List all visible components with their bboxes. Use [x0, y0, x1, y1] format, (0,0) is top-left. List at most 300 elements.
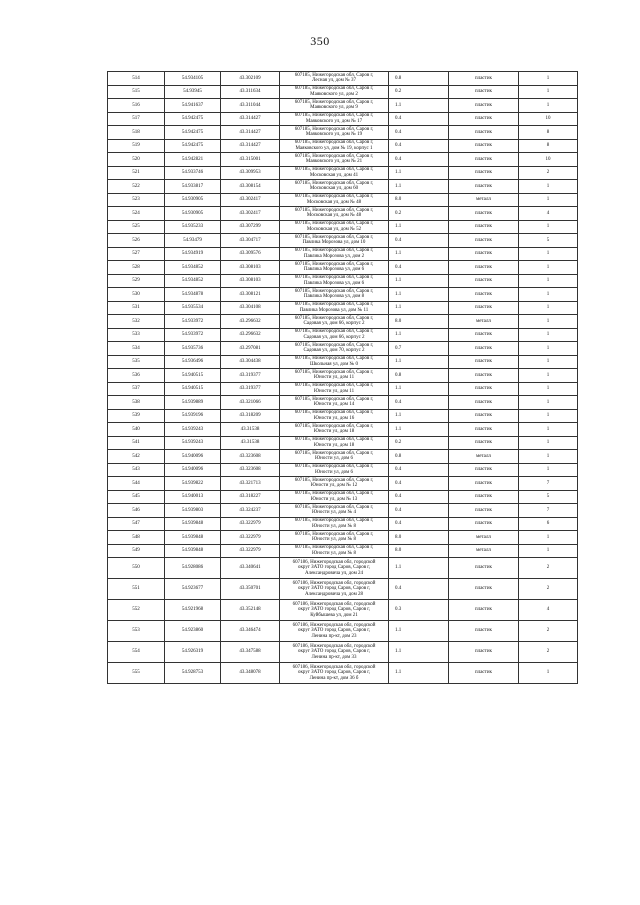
- address-line: 607186, Нижегородская обл, городской: [292, 623, 376, 629]
- table-row: [108, 301, 578, 315]
- longitude-cell: 43.314427: [221, 139, 280, 153]
- material-cell: пластик: [449, 220, 519, 234]
- row-number: 526: [108, 234, 165, 248]
- material-cell: пластик: [449, 621, 519, 642]
- longitude-cell: 43.302417: [221, 193, 280, 207]
- count-cell: 1: [519, 463, 578, 477]
- address-line: 607185, Нижегородская обл, Саров г,: [294, 207, 374, 213]
- address-cell: [280, 369, 389, 383]
- count-cell: 1: [519, 409, 578, 423]
- material-cell: пластик: [449, 436, 519, 450]
- address-line: Ленина пр-кт, дом 33: [311, 654, 357, 660]
- count-cell: 1: [519, 342, 578, 356]
- longitude-cell: 43.302109: [221, 72, 280, 86]
- count-cell: 10: [519, 112, 578, 126]
- address-line: Юности ул, дом № 12: [310, 483, 358, 489]
- address-cell: [280, 409, 389, 423]
- address-line: 607185, Нижегородская обл, Саров г,: [294, 342, 374, 348]
- volume-cell: 1.1: [389, 166, 449, 180]
- count-cell: 1: [519, 531, 578, 545]
- address-cell: [280, 663, 389, 684]
- latitude-cell: 54.940515: [165, 369, 221, 383]
- address-line: округ ЗАТО город Саров, Саров г,: [297, 628, 371, 634]
- address-line: Юности ул, дом 11: [313, 375, 355, 381]
- material-cell: металл: [449, 531, 519, 545]
- row-number: 546: [108, 504, 165, 518]
- row-number: 543: [108, 463, 165, 477]
- volume-cell: 0.4: [389, 396, 449, 410]
- address-line: 607185, Нижегородская обл, Саров г,: [294, 491, 374, 497]
- volume-cell: 0.8: [389, 369, 449, 383]
- latitude-cell: 54.939243: [165, 423, 221, 437]
- longitude-cell: 43.350701: [221, 579, 280, 600]
- table-row: [108, 153, 578, 167]
- row-number: 519: [108, 139, 165, 153]
- longitude-cell: 43.322979: [221, 531, 280, 545]
- volume-cell: 0.4: [389, 234, 449, 248]
- table-row: [108, 600, 578, 621]
- address-line: Московская ул, дом 60: [309, 186, 359, 192]
- latitude-cell: 54.939848: [165, 544, 221, 558]
- address-line: 607185, Нижегородская обл, Саров г,: [294, 518, 374, 524]
- row-number: 533: [108, 328, 165, 342]
- row-number: 531: [108, 301, 165, 315]
- longitude-cell: 43.321066: [221, 396, 280, 410]
- volume-cell: 0.4: [389, 463, 449, 477]
- latitude-cell: 54.941637: [165, 99, 221, 113]
- material-cell: пластик: [449, 409, 519, 423]
- material-cell: пластик: [449, 517, 519, 531]
- longitude-cell: 43.304717: [221, 234, 280, 248]
- address-cell: [280, 166, 389, 180]
- count-cell: 1: [519, 301, 578, 315]
- count-cell: 2: [519, 621, 578, 642]
- address-line: Александровича ул, дом 24: [304, 570, 363, 576]
- volume-cell: 0.4: [389, 139, 449, 153]
- material-cell: пластик: [449, 396, 519, 410]
- longitude-cell: 43.304438: [221, 355, 280, 369]
- table-row: [108, 663, 578, 684]
- table-row: [108, 342, 578, 356]
- volume-cell: 1.1: [389, 642, 449, 663]
- address-line: 607185, Нижегородская обл, Саров г,: [294, 329, 374, 335]
- longitude-cell: 43.340641: [221, 558, 280, 579]
- address-line: Ленина пр-кт, дом 36 б: [309, 675, 359, 681]
- latitude-cell: 54.928753: [165, 663, 221, 684]
- table-row: [108, 477, 578, 491]
- address-cell: [280, 207, 389, 221]
- row-number: 535: [108, 355, 165, 369]
- volume-cell: 0.4: [389, 504, 449, 518]
- address-line: Юности ул, дом 6: [315, 456, 353, 462]
- count-cell: 1: [519, 369, 578, 383]
- latitude-cell: 54.942475: [165, 126, 221, 140]
- volume-cell: 0.4: [389, 112, 449, 126]
- longitude-cell: 43.31538: [221, 423, 280, 437]
- material-cell: пластик: [449, 328, 519, 342]
- address-cell: [280, 180, 389, 194]
- longitude-cell: 43.31538: [221, 436, 280, 450]
- address-line: Московская ул, дом 41: [309, 172, 359, 178]
- address-line: округ ЗАТО город Саров, Саров г,: [297, 586, 371, 592]
- row-number: 514: [108, 72, 165, 86]
- address-line: Маяковского ул, дом № 21: [305, 159, 363, 165]
- material-cell: пластик: [449, 382, 519, 396]
- address-cell: [280, 261, 389, 275]
- address-line: Юности ул, дом 14: [313, 402, 355, 408]
- material-cell: пластик: [449, 126, 519, 140]
- volume-cell: 0.4: [389, 490, 449, 504]
- address-line: Маяковского ул, дом № 19: [305, 132, 363, 138]
- longitude-cell: 43.318227: [221, 490, 280, 504]
- address-line: 607185, Нижегородская обл, Саров г,: [294, 450, 374, 456]
- longitude-cell: 43.309953: [221, 166, 280, 180]
- address-line: 607185, Нижегородская обл, Саров г,: [294, 410, 374, 416]
- count-cell: 1: [519, 274, 578, 288]
- longitude-cell: 43.319377: [221, 369, 280, 383]
- material-cell: пластик: [449, 180, 519, 194]
- material-cell: пластик: [449, 504, 519, 518]
- latitude-cell: 54.940096: [165, 463, 221, 477]
- address-line: 607185, Нижегородская обл, Саров г,: [294, 113, 374, 119]
- material-cell: пластик: [449, 490, 519, 504]
- address-line: 607185, Нижегородская обл, Саров г,: [294, 86, 374, 92]
- latitude-cell: 54.933746: [165, 166, 221, 180]
- latitude-cell: 54.935736: [165, 342, 221, 356]
- longitude-cell: 43.314427: [221, 126, 280, 140]
- address-line: Школьная ул, дом № 0: [309, 361, 359, 367]
- address-cell: [280, 355, 389, 369]
- row-number: 554: [108, 642, 165, 663]
- latitude-cell: 54.935233: [165, 220, 221, 234]
- address-line: Лесная ул, дом № 37: [311, 78, 357, 84]
- container-sites-table: [107, 71, 578, 684]
- table-row: [108, 315, 578, 329]
- address-cell: [280, 72, 389, 86]
- table-row: [108, 220, 578, 234]
- address-line: Юности ул, дом № 13: [310, 496, 358, 502]
- volume-cell: 1.1: [389, 247, 449, 261]
- address-cell: [280, 288, 389, 302]
- latitude-cell: 54.930905: [165, 193, 221, 207]
- table-row: [108, 72, 578, 86]
- volume-cell: 8.0: [389, 315, 449, 329]
- table-body: [108, 72, 578, 684]
- address-line: Садовая ул, дом 66, корпус 2: [303, 334, 365, 340]
- longitude-cell: 43.296632: [221, 315, 280, 329]
- address-line: 607185, Нижегородская обл, Саров г,: [294, 72, 374, 78]
- latitude-cell: 54.930905: [165, 207, 221, 221]
- address-line: 607186, Нижегородская обл, городской: [292, 560, 376, 566]
- address-line: 607185, Нижегородская обл, Саров г,: [294, 99, 374, 105]
- row-number: 545: [108, 490, 165, 504]
- count-cell: 1: [519, 355, 578, 369]
- longitude-cell: 43.348078: [221, 663, 280, 684]
- address-line: Юности ул, дом № 8: [312, 523, 356, 529]
- count-cell: 5: [519, 234, 578, 248]
- latitude-cell: 54.934919: [165, 247, 221, 261]
- latitude-cell: 54.921968: [165, 600, 221, 621]
- address-line: 607186, Нижегородская обл, городской: [292, 602, 376, 608]
- address-line: Юности ул, дом 16: [313, 415, 355, 421]
- longitude-cell: 43.318209: [221, 409, 280, 423]
- material-cell: пластик: [449, 99, 519, 113]
- longitude-cell: 43.307299: [221, 220, 280, 234]
- address-cell: [280, 396, 389, 410]
- table-row: [108, 621, 578, 642]
- row-number: 516: [108, 99, 165, 113]
- row-number: 528: [108, 261, 165, 275]
- longitude-cell: 43.308121: [221, 288, 280, 302]
- table-row: [108, 382, 578, 396]
- table-row: [108, 544, 578, 558]
- address-line: Юности ул, дом 18: [313, 442, 355, 448]
- count-cell: 8: [519, 126, 578, 140]
- latitude-cell: 54.923860: [165, 621, 221, 642]
- address-line: Александровича ул, дом 28: [304, 591, 363, 597]
- latitude-cell: 54.934852: [165, 274, 221, 288]
- longitude-cell: 43.323608: [221, 463, 280, 477]
- latitude-cell: 54.933817: [165, 180, 221, 194]
- count-cell: 10: [519, 153, 578, 167]
- table-row: [108, 247, 578, 261]
- row-number: 550: [108, 558, 165, 579]
- count-cell: 1: [519, 382, 578, 396]
- address-cell: [280, 463, 389, 477]
- latitude-cell: 54.942475: [165, 139, 221, 153]
- address-line: Павлика Морозова ул, дом 6: [303, 280, 365, 286]
- address-cell: [280, 153, 389, 167]
- volume-cell: 1.1: [389, 423, 449, 437]
- address-line: 607185, Нижегородская обл, Саров г,: [294, 234, 374, 240]
- address-cell: [280, 193, 389, 207]
- address-line: Садовая ул, дом 66, корпус 2: [303, 321, 365, 327]
- volume-cell: 0.3: [389, 600, 449, 621]
- longitude-cell: 43.324237: [221, 504, 280, 518]
- volume-cell: 1.1: [389, 663, 449, 684]
- row-number: 524: [108, 207, 165, 221]
- count-cell: 1: [519, 247, 578, 261]
- volume-cell: 1.1: [389, 288, 449, 302]
- longitude-cell: 43.311634: [221, 85, 280, 99]
- address-line: Павлика Морозова ул, дом 6: [303, 267, 365, 273]
- latitude-cell: 54.940013: [165, 490, 221, 504]
- address-cell: [280, 544, 389, 558]
- count-cell: 1: [519, 315, 578, 329]
- row-number: 536: [108, 369, 165, 383]
- address-line: 607185, Нижегородская обл, Саров г,: [294, 477, 374, 483]
- latitude-cell: 54.936496: [165, 355, 221, 369]
- address-line: Московская ул, дом № 48: [306, 199, 362, 205]
- latitude-cell: 54.939243: [165, 436, 221, 450]
- table-row: [108, 579, 578, 600]
- address-line: Юности ул, дом № 8: [312, 537, 356, 543]
- material-cell: пластик: [449, 301, 519, 315]
- address-cell: [280, 139, 389, 153]
- material-cell: пластик: [449, 463, 519, 477]
- table-row: [108, 207, 578, 221]
- volume-cell: 0.2: [389, 436, 449, 450]
- address-line: Павлика Морозова ул, дом 10: [302, 240, 366, 246]
- address-line: округ ЗАТО город Саров, Саров г,: [297, 607, 371, 613]
- address-line: 607185, Нижегородская обл, Саров г,: [294, 504, 374, 510]
- material-cell: пластик: [449, 153, 519, 167]
- table-row: [108, 517, 578, 531]
- address-line: Маяковского ул, дом № 17: [305, 118, 363, 124]
- address-line: Куйбышева ул, дом 21: [310, 612, 358, 618]
- count-cell: 1: [519, 72, 578, 86]
- row-number: 542: [108, 450, 165, 464]
- material-cell: металл: [449, 544, 519, 558]
- latitude-cell: 54.933972: [165, 315, 221, 329]
- table-row: [108, 355, 578, 369]
- address-line: 607185, Нижегородская обл, Саров г,: [294, 356, 374, 362]
- table-row: [108, 193, 578, 207]
- address-line: Юности ул, дом 18: [313, 429, 355, 435]
- address-line: Московская ул, дом № 48: [306, 213, 362, 219]
- material-cell: пластик: [449, 234, 519, 248]
- material-cell: пластик: [449, 369, 519, 383]
- latitude-cell: 54.923677: [165, 579, 221, 600]
- material-cell: пластик: [449, 642, 519, 663]
- material-cell: пластик: [449, 166, 519, 180]
- row-number: 532: [108, 315, 165, 329]
- row-number: 515: [108, 85, 165, 99]
- row-number: 540: [108, 423, 165, 437]
- row-number: 527: [108, 247, 165, 261]
- volume-cell: 0.4: [389, 517, 449, 531]
- material-cell: пластик: [449, 261, 519, 275]
- count-cell: 6: [519, 517, 578, 531]
- address-line: округ ЗАТО город Саров, Саров г,: [297, 670, 371, 676]
- address-line: Павлика Морозова ул, дом 8: [303, 294, 365, 300]
- count-cell: 1: [519, 328, 578, 342]
- address-line: Павлика Морозова ул, дом № 11: [299, 307, 369, 313]
- table-row: [108, 369, 578, 383]
- volume-cell: 1.1: [389, 180, 449, 194]
- latitude-cell: 54.939196: [165, 409, 221, 423]
- material-cell: пластик: [449, 85, 519, 99]
- longitude-cell: 43.304108: [221, 301, 280, 315]
- address-line: 607185, Нижегородская обл, Саров г,: [294, 275, 374, 281]
- latitude-cell: 54.939889: [165, 396, 221, 410]
- volume-cell: 1.1: [389, 355, 449, 369]
- volume-cell: 0.4: [389, 579, 449, 600]
- volume-cell: 1.1: [389, 382, 449, 396]
- address-line: 607185, Нижегородская обл, Саров г,: [294, 221, 374, 227]
- count-cell: 1: [519, 663, 578, 684]
- address-cell: [280, 382, 389, 396]
- count-cell: 1: [519, 544, 578, 558]
- address-line: 607185, Нижегородская обл, Саров г,: [294, 531, 374, 537]
- address-line: Юности ул, дом 11: [313, 388, 355, 394]
- material-cell: пластик: [449, 288, 519, 302]
- address-line: Садовая ул, дом 70, корпус 2: [303, 348, 365, 354]
- latitude-cell: 54.939848: [165, 517, 221, 531]
- row-number: 520: [108, 153, 165, 167]
- address-cell: [280, 234, 389, 248]
- row-number: 541: [108, 436, 165, 450]
- address-line: Павлика Морозова ул, дом 2: [303, 253, 365, 259]
- address-line: округ ЗАТО город Саров, Саров г,: [297, 649, 371, 655]
- address-cell: [280, 642, 389, 663]
- longitude-cell: 43.315001: [221, 153, 280, 167]
- address-cell: [280, 450, 389, 464]
- address-line: 607185, Нижегородская обл, Саров г,: [294, 126, 374, 132]
- row-number: 522: [108, 180, 165, 194]
- latitude-cell: 54.933972: [165, 328, 221, 342]
- address-line: 607185, Нижегородская обл, Саров г,: [294, 261, 374, 267]
- material-cell: пластик: [449, 558, 519, 579]
- latitude-cell: 54.93945: [165, 85, 221, 99]
- volume-cell: 0.4: [389, 153, 449, 167]
- count-cell: 2: [519, 558, 578, 579]
- latitude-cell: 54.940515: [165, 382, 221, 396]
- address-cell: [280, 600, 389, 621]
- row-number: 537: [108, 382, 165, 396]
- latitude-cell: 54.93479: [165, 234, 221, 248]
- row-number: 549: [108, 544, 165, 558]
- volume-cell: 0.8: [389, 72, 449, 86]
- table-row: [108, 328, 578, 342]
- material-cell: пластик: [449, 72, 519, 86]
- latitude-cell: 54.928086: [165, 558, 221, 579]
- address-cell: [280, 436, 389, 450]
- address-cell: [280, 621, 389, 642]
- address-line: 607185, Нижегородская обл, Саров г,: [294, 315, 374, 321]
- address-cell: [280, 531, 389, 545]
- table-row: [108, 423, 578, 437]
- volume-cell: 1.1: [389, 328, 449, 342]
- address-line: 607185, Нижегородская обл, Саров г,: [294, 167, 374, 173]
- address-line: 607186, Нижегородская обл, городской: [292, 644, 376, 650]
- count-cell: 1: [519, 99, 578, 113]
- table-row: [108, 396, 578, 410]
- longitude-cell: 43.302417: [221, 207, 280, 221]
- row-number: 539: [108, 409, 165, 423]
- address-cell: [280, 112, 389, 126]
- longitude-cell: 43.322979: [221, 517, 280, 531]
- count-cell: 2: [519, 642, 578, 663]
- material-cell: металл: [449, 450, 519, 464]
- volume-cell: 1.1: [389, 99, 449, 113]
- table-row: [108, 261, 578, 275]
- table-row: [108, 234, 578, 248]
- address-line: Юности ул, дом № 8: [312, 550, 356, 556]
- address-line: 607185, Нижегородская обл, Саров г,: [294, 464, 374, 470]
- address-line: 607185, Нижегородская обл, Саров г,: [294, 423, 374, 429]
- address-line: 607185, Нижегородская обл, Саров г,: [294, 369, 374, 375]
- latitude-cell: 54.934852: [165, 261, 221, 275]
- row-number: 525: [108, 220, 165, 234]
- count-cell: 2: [519, 166, 578, 180]
- address-cell: [280, 315, 389, 329]
- address-line: 607185, Нижегородская обл, Саров г,: [294, 248, 374, 254]
- row-number: 529: [108, 274, 165, 288]
- row-number: 555: [108, 663, 165, 684]
- row-number: 548: [108, 531, 165, 545]
- count-cell: 4: [519, 600, 578, 621]
- address-cell: [280, 579, 389, 600]
- page-number: 350: [310, 34, 330, 48]
- volume-cell: 0.8: [389, 450, 449, 464]
- count-cell: 4: [519, 207, 578, 221]
- row-number: 518: [108, 126, 165, 140]
- row-number: 551: [108, 579, 165, 600]
- latitude-cell: 54.934878: [165, 288, 221, 302]
- latitude-cell: 54.939822: [165, 477, 221, 491]
- address-line: 607185, Нижегородская обл, Саров г,: [294, 194, 374, 200]
